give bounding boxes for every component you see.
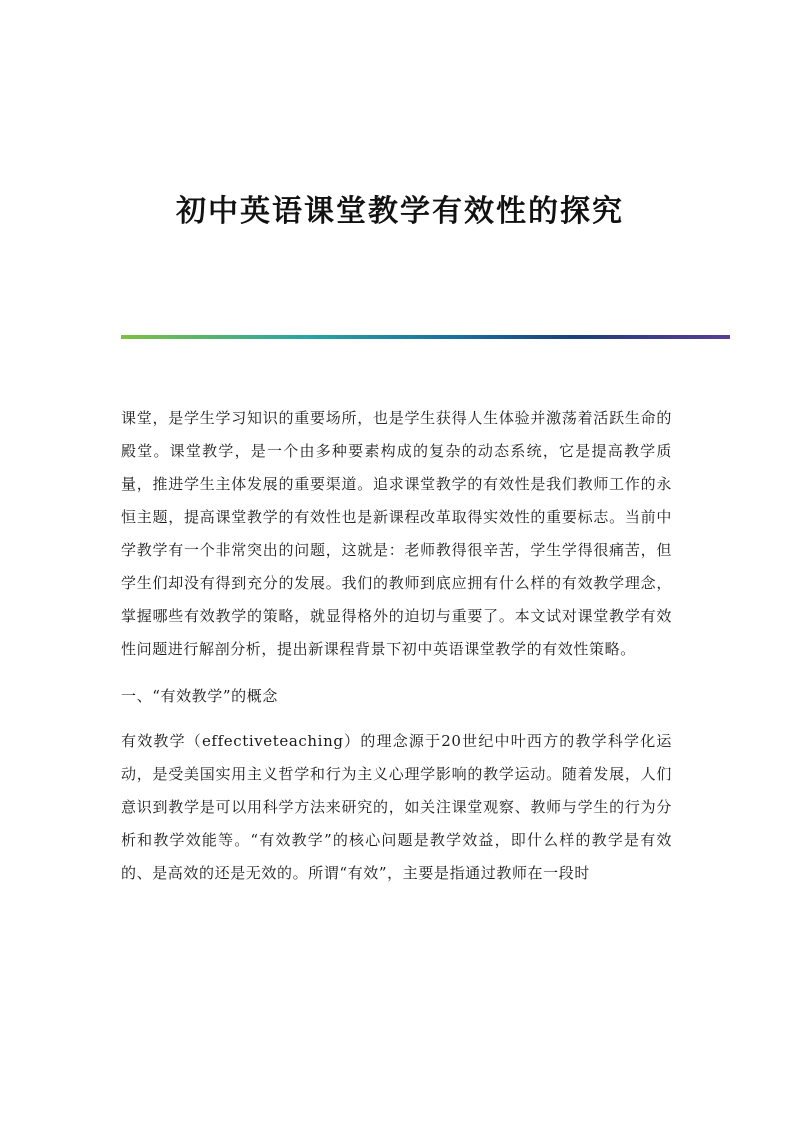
document-title: 初中英语课堂教学有效性的探究 xyxy=(176,194,624,229)
section-heading-1: 一、“有效教学”的概念 xyxy=(121,687,278,705)
document-body xyxy=(121,402,672,890)
title-divider xyxy=(121,335,730,339)
paragraph-effective-teaching: 有效教学（effectiveteaching）的理念源于20世纪中叶西方的教学科学化运动，是受美国实用主义哲学和行为主义心理学影响的教学运动。随着发展，人们意识到教学是可以用科学方法来研究的，如关注课堂观察、教师与学生的行为分析和教学效能等。“有效教学”的核心问题是教学效益，即什么样的教学是有效的、是高效的还是无效的。所谓“有效”，主要是指通过教师在一段时 xyxy=(121,732,672,882)
paragraph-intro: 课堂，是学生学习知识的重要场所，也是学生获得人生体验并激荡着活跃生命的殿堂。课堂教学，是一个由多种要素构成的复杂的动态系统，它是提高教学质量，推进学生主体发展的重要渠道。追求课堂教学的有效性是我们教师工作的永恒主题，提高课堂教学的有效性也是新课程改革取得实效性的重要标志。当前中学教学有一个非常突出的问题，这就是：老师教得很辛苦，学生学得很痛苦，但学生们却没有得到充分的发展。我们的教师到底应拥有什么样的有效教学理念，掌握哪些有效教学的策略，就显得格外的迫切与重要了。本文试对课堂教学有效性问题进行解剖分析，提出新课程背景下初中英语课堂教学的有效性策略。 xyxy=(121,409,672,658)
